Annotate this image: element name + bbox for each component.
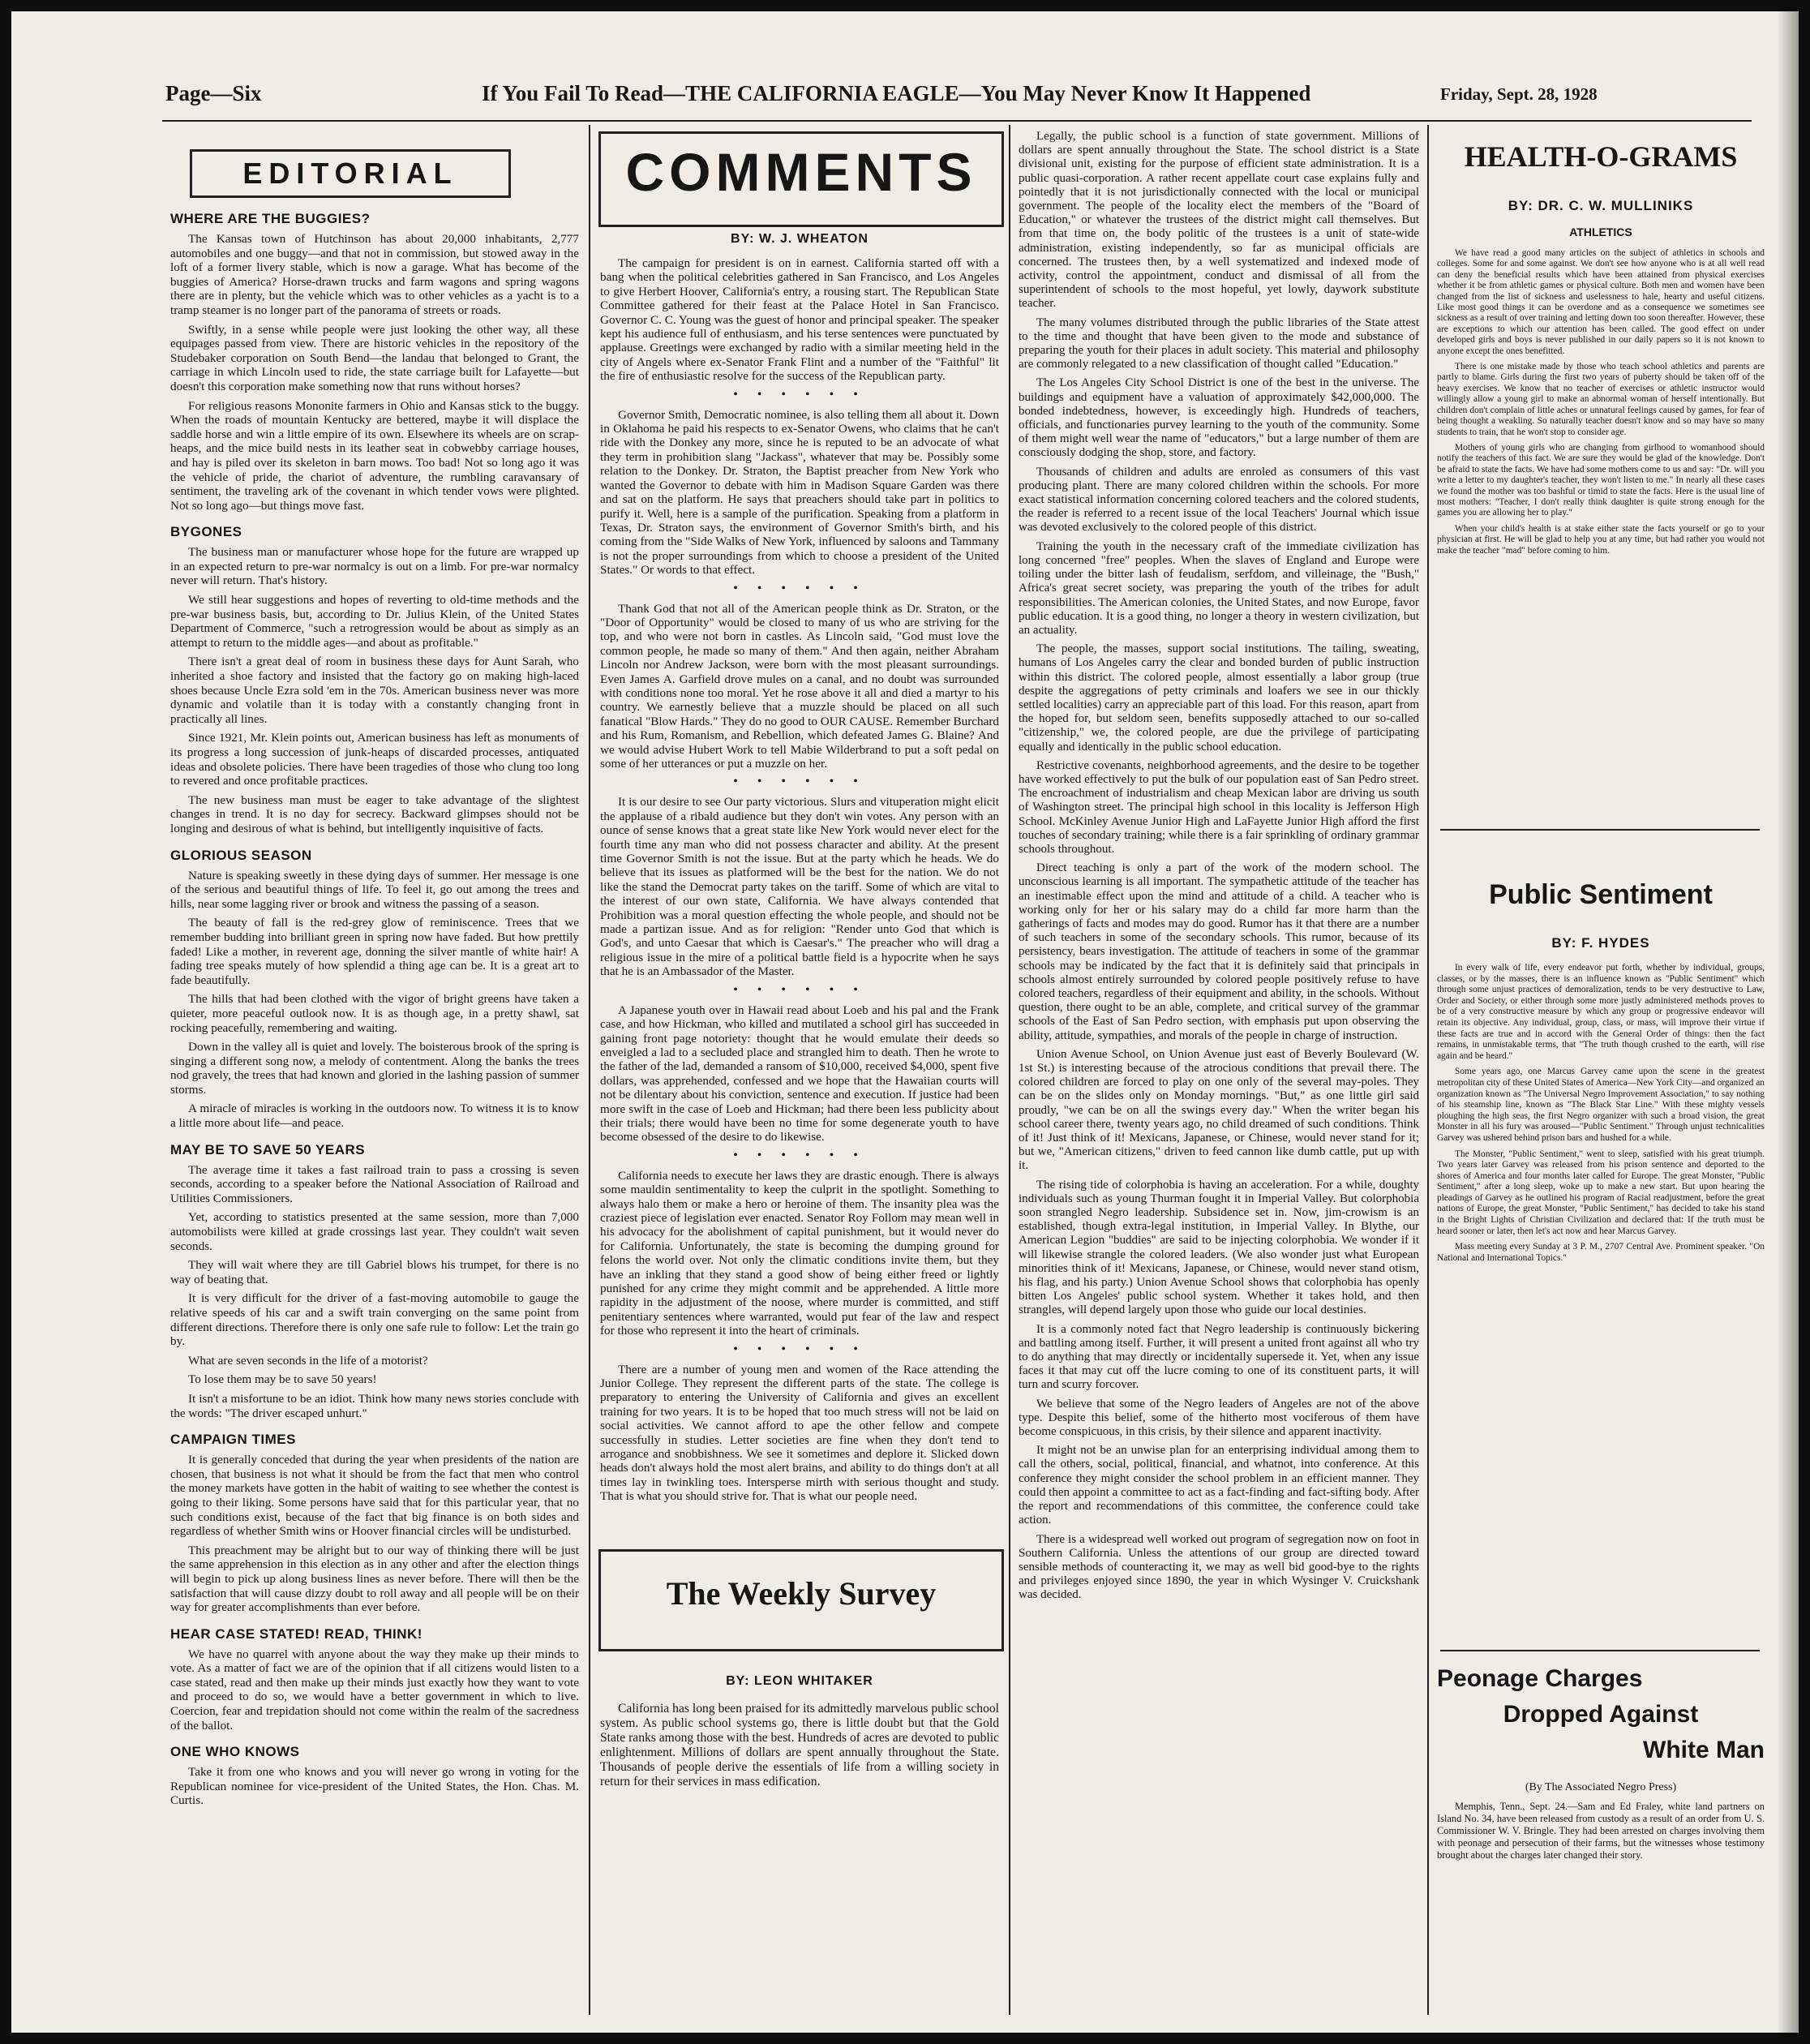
- editorial-paragraph: The business man or manufacturer whose hope for the future are wrapped up in an expected return to pre-war normalcy is out on a limb. For pre-war normalcy never will return. That's history.: [170, 545, 579, 588]
- section-separator: • • • • • •: [733, 581, 866, 595]
- section-separator: • • • • • •: [733, 1148, 866, 1162]
- public-sentiment-column: [1437, 847, 1765, 1642]
- comments-paragraph: Thank God that not all of the American people think as Dr. Straton, or the "Door of Opportunity" would be closed to many of us who are striving for the top, and who were not born in castles. As Lincoln said, "God must love the common people, he made so many of them." And then again, neither Abraham Lincoln nor Andrew Jackson, were born with the most pleasant surroundings. Even James A. Garfield drove mules on a canal, and no doubt was surrounded with conditions none too moral. Yet he rose above it all and died a martyr to his country. We earnestly believe that a muzzle should be placed on all such fanatical "Blow Hards." They do no good to OUR CAUSE. Remember Burchard and his Rum, Romanism, and Rebellion, which defeated James G. Blaine? And we would advise Hubert Work to tell Mabie Wilderbrand to put a soft pedal on some of her utterances or put a muzzle on her.: [600, 601, 999, 771]
- comments-title-box: [598, 131, 1004, 227]
- editorial-section-title: MAY BE TO SAVE 50 YEARS: [170, 1141, 366, 1157]
- weekly-survey-title: The Weekly Survey: [666, 1575, 937, 1612]
- school-paragraph: The Los Angeles City School District is one of the best in the universe. The buildings and equipment have a valuation of approximately $42,000,000. The bonded indebtedness, however, is exceedingly high. Hundreds of teachers, officials, and functionaries purvey learning to the youth of the community. Some of them might well wear the name of "educators," but a large number of them are consciously dodging the shop, store, and factory.: [1019, 376, 1419, 460]
- editorial-section-title: GLORIOUS SEASON: [170, 847, 312, 863]
- editorial-paragraph: We have no quarrel with anyone about the way they make up their minds to vote. As a matter of fact we are of the opinion that if all citizens would listen to a case stated, read and then make up their minds just exactly how they want to vote and proceed to do so, we would have a better government in which to live. Coercion, fear and trepidation should not come within the realm of the sacredness of the ballot.: [170, 1647, 579, 1733]
- school-paragraph: We believe that some of the Negro leaders of Angeles are not of the above type. Despite this belief, some of the hitherto most vociferous of them have become conspicuous, in this crisis, by their silence and apparent inactivity.: [1019, 1397, 1419, 1439]
- school-paragraph: It is a commonly noted fact that Negro leadership is continuously bickering and battling among itself. Further, it will present a united front against all who try to do anything that may directly or incidentally supersede it. Yet, when any issue faces it that may cut off the lucre coming to one of its constituent parts, it will turn and scurry forcover.: [1019, 1322, 1419, 1392]
- editorial-paragraph: To lose them may be to save 50 years!: [188, 1372, 377, 1387]
- page-edge-shadow: [1778, 11, 1799, 2033]
- issue-date: Friday, Sept. 28, 1928: [1440, 84, 1598, 104]
- peonage-headline: [1437, 1661, 1765, 1768]
- section-separator: • • • • • •: [733, 387, 866, 402]
- editorial-paragraph: Yet, according to statistics presented at the same session, more than 7,000 automobilists were killed at grade crossings last year. They couldn't wait seven seconds.: [170, 1210, 579, 1253]
- newspaper-page: [11, 11, 1799, 2033]
- editorial-paragraph: Down in the valley all is quiet and lovely. The boisterous brook of the spring is singing a different song now, a melody of contentment. Along the banks the trees nod gravely, the trees that had known and gloried in the lashing passion of summer storms.: [170, 1040, 579, 1097]
- school-paragraph: Union Avenue School, on Union Avenue just east of Beverly Boulevard (W. 1st St.) is interesting because of the atrocious conditions that prevail there. The colored children are forced to play on one only of the several may-poles. They can be on the slides only on Monday mornings. "But," as one little girl said proudly, "we can be on all the swings every day." When the writer began his school career there, twenty years ago, no child dreamed of such conditions. Think of it! Just think of it! Mexicans, Japanese, or Chinese, would never stand for it; but we, "American citizens," driven to feed cannon like dumb cattle, put up with it.: [1019, 1047, 1419, 1173]
- peonage-credit: (By The Associated Negro Press): [1525, 1781, 1677, 1793]
- public-sentiment-paragraph: The Monster, "Public Sentiment," went to sleep, satisfied with his great triumph. Two years later Garvey was released from his prison sentence and deported to the shores of America and four months later called for Europe. The great Monster, "Public Sentiment," after a long sleep, woke up to make a new start. But upon hearing the pleadings of Garvey as he outlined his program of Racial readjustment, before the great nations of Europe, the great Monster, "Public Sentiment," has decided to take his stand in the Bright Lights of Christian Civilization and declared that: If the truth must be heard sooner or later, then let's act now and hear Marcus Garvey.: [1437, 1149, 1765, 1236]
- weekly-survey-box: [598, 1549, 1004, 1651]
- editorial-paragraph: For religious reasons Mononite farmers in Ohio and Kansas stick to the buggy. When the roads of mountain Kentucky are bettered, maybe it will displace the saddle horse and win a little empire of its own. Elsewhere its wheels are on scrap-heaps, and the mice build nests in its leather seat in cobwebby carriage houses, and hay is piled over its skeleton in barn mows. Too bad! Not so long ago it was the vehicle of pride, the chariot of adventure, the rumbling caravansary of sentiment, the traveling ark of the covenant in which tender vows were plighted. Not so long ago—but things move fast.: [170, 398, 579, 513]
- section-separator: • • • • • •: [733, 1342, 866, 1356]
- column-divider-1: [589, 125, 590, 2015]
- public-sentiment-title: Public Sentiment: [1489, 879, 1713, 910]
- public-sentiment-paragraph: Mass meeting every Sunday at 3 P. M., 2707 Central Ave. Prominent speaker. "On National and International Topics.": [1437, 1242, 1765, 1263]
- public-sentiment-paragraph: Some years ago, one Marcus Garvey came upon the scene in the greatest metropolitan city of these United States of America—New York City—and organized an organization known as "The Universal Negro Improvement Association," to say nothing of his steamship line, known as "The Black Star Line." With these mighty vessels ploughing the high seas, the first Negro organizer with such a broad vision, the great Monster in all his fury was aroused—"Public Sentiment." Through unjust technicalities Garvey was ushered behind prison bars and hushed for a while.: [1437, 1067, 1765, 1143]
- health-paragraph: We have read a good many articles on the subject of athletics in schools and colleges. Some for and some against. We don't see how anyone who is at all well read can deny the beneficial results which have been attained from physical exercises whether it be from athletic games or physical culture. Both men and women have been changed from the list of sickness and uselessness to hale, hearty and useful citizens. Like most good things it can be overdone and as a consequence we sometimes see sickness as a result of over training and letting down too soon thereafter. However, these are exceptions to which our attention has been called. The good effect on under developed girls and boys is never published in our daily papers so it is not known to anyone except the ones benefitted.: [1437, 248, 1765, 356]
- school-body: [1019, 130, 1419, 1603]
- school-paragraph: Legally, the public school is a function of state government. Millions of dollars are spent annually throughout the State. The school district is a State divisional unit, existing for the purpose of efficient state administration. It is a public quasi-corporation. A rather recent appellate court case explains fully and pointedly that it is not jurisdictionally connected with the local or municipal government. The people of the locality elect the members of the "Board of Education," or whatever the trustees of the district might call themselves. But from that time on, the body politic of the trustees is a unit of state-wide administration, existing independently, so far as municipal officials are concerned. The trustees then, by a well systematized and indexed mode of activity, control the appointment, conduct and dismissal of all from the superintendent of schools to the most hopeful, yet lowly, daywork substitute teacher.: [1019, 130, 1419, 311]
- editorial-section-title: ONE WHO KNOWS: [170, 1744, 300, 1760]
- school-paragraph: Restrictive covenants, neighborhood agreements, and the desire to be together have worked effectively to put the bulk of our population east of San Pedro street. The encroachment of industrialism and cheap Mexican labor are driving us south of Washington street. The principal high school in this locality is Jefferson High School. McKinley Avenue Junior High and LaFayette Junior High afford the first touches of secondary training; while there is a fair sprinkling of ordinary grammar schools throughout.: [1019, 758, 1419, 856]
- school-paragraph: The people, the masses, support social institutions. The tailing, sweating, humans of Los Angeles carry the clear and bonded burden of public instruction within this district. The colored people, almost essentially a labor group (true despite the aggregations of petty criminals and loafers we see in our thickly settled localities) carry an appreciable part of this load. For this reason, apart from the hoped for, but seldom seen, benefits supposedly attached to our so-called "citizenship," we, the colored people, are due the privilege of participating equally and identically in the public school education.: [1019, 642, 1419, 754]
- editorial-section-title: WHERE ARE THE BUGGIES?: [170, 211, 371, 226]
- column-divider-3: [1427, 125, 1429, 2015]
- public-sentiment-paragraph: In every walk of life, every endeavor put forth, whether by individual, groups, classes, or by the masses, there is an influence known as "Public Sentiment" which through some unjust practices of demoralization, tends to be very destructive to Law, Order and Society, or either through some more justly administered methods proves to be of a very constructive measure by which any group or progressive endeavor will retain its objective. Any individual, group, class, or mass, will improve their virtue if these facts are true and in accord with the General Order of things: then the fact remains, in unmistakable terms, that "The truth though crushed to the earth, will rise again and be heard.": [1437, 963, 1765, 1061]
- health-paragraph: There is one mistake made by those who teach school athletics and parents are partly to blame. Girls during the first two years of puberty should be taken off of the heavy exercises. We know that no teacher of exercises or athletic instructor would willingly allow a young girl to make an abnormal woman of herself intentionally. But children don't complain of little aches or unnatural feelings caused by games, for fear of being thought a weakling. So naturally teacher doesn't know and so may have so many students to train, that he won't stop to consider age.: [1437, 362, 1765, 437]
- editorial-paragraph: Swiftly, in a sense while people were just looking the other way, all these equipages passed from view. There are historic vehicles in the repository of the Studebaker corporation on South Bend—the landau that belonged to Grant, the carriage in which Lincoln used to ride, the state carriage built for Lafayette—but doesn't this corporation make something now that runs without horses?: [170, 322, 579, 393]
- editorial-paragraph: Since 1921, Mr. Klein points out, American business has left as monuments of its progress a long succession of junk-heaps of discarded processes, antiquated ideas and obsolete policies. There have been tragedies of those who clung too long to revered and once profitable practices.: [170, 731, 579, 788]
- editorial-paragraph: There isn't a great deal of room in business these days for Aunt Sarah, who inherited a shoe factory and insisted that the factory go on making high-laced shoes because Uncle Ezra sold 'em in the 70s. American business never was more dynamic and volatile than it is today with a constantly changing front in practically all lines.: [170, 655, 579, 726]
- editorial-section-title: HEAR CASE STATED! READ, THINK!: [170, 1625, 422, 1642]
- health-paragraph: Mothers of young girls who are changing from girlhood to womanhood should notify the teachers of this fact. We are sure they would be glad of the knowledge. Don't be afraid to state the facts. We have had some mothers come to us and say: "Dr. will you write a letter to my daughter's teacher, they won't listen to me." In nearly all these cases we found the mother was too bashful or timid to state the facts. Here is the usual line of most mothers: "Teacher, I don't really think daughter is quite strong enough for the games you are allowing her to play.": [1437, 442, 1765, 518]
- comments-title: COMMENTS: [625, 142, 977, 202]
- school-paragraph: Training the youth in the necessary craft of the immediate civilization has long concerned "free" peoples. When the slaves of England and Europe were toiling under the bitter lash of feudalism, serfdom, and villeinage, the "Bush," Africa's great secret society, was preparing the youth of the tribes for adult responsibilities. The American colonies, the United States, and now Europe, favor public education. It is a good thing, no longer a theory in western civilization, but an actuality.: [1019, 539, 1419, 637]
- public-sentiment-body: [1437, 963, 1765, 1264]
- editorial-paragraph: Nature is speaking sweetly in these dying days of summer. Her message is one of the serious and beautiful things of life. To feel it, go out among the trees and hills, near some lagging river or brook and witness the passing of a season.: [170, 868, 579, 911]
- editorial-paragraph: What are seven seconds in the life of a motorist?: [188, 1353, 428, 1368]
- school-paragraph: The many volumes distributed through the public libraries of the State attest to the time and thought that have been given to the mode and substance of preparing the youth for their places in adult society. This material and philosophy are commonly relegated to a new classification of thought called "Education.": [1019, 316, 1419, 371]
- editorial-paragraph: It isn't a misfortune to be an idiot. Think how many news stories conclude with the words: "The driver escaped unhurt.": [170, 1391, 579, 1420]
- health-paragraph: When your child's health is at stake either state the facts yourself or go to your physician at first. He will be glad to help you at any time, but had rather you would not make the teacher "mad" before coming to him.: [1437, 523, 1765, 556]
- health-bottom-rule: [1440, 829, 1760, 831]
- editorial-paragraph: It is generally conceded that during the year when presidents of the nation are chosen, that business is not what it should be from the fact that men who control the money markets have gotten in the habit of waiting to see whether the contest is going to their liking. Some persons have said that for this particular year, that no such conditions exist, because of the fact that big finance is on both sides and regardless of whether Smith wins or Hoover financial circles will be undisturbed.: [170, 1453, 579, 1539]
- editorial-paragraph: We still hear suggestions and hopes of reverting to old-time methods and the pre-war business basis, but, according to Dr. Julius Klein, of the United States Department of Commerce, "such a retrogression would be about as simply as an attempt to return to the middle ages—and about as profitable.": [170, 593, 579, 650]
- peonage-headline-line-2: Dropped Against: [1503, 1701, 1699, 1728]
- school-paragraph: There is a widespread well worked out program of segregation now on foot in Southern California. Unless the attentions of our group are directed toward sensible methods of counteracting it, we may as well bid good-bye to the rights and privileges enjoyed since 1890, the year in which Wysinger V. Cruickshank was decided.: [1019, 1532, 1419, 1602]
- school-paragraph: Direct teaching is only a part of the work of the modern school. The unconscious learning is all important. The sympathetic attitude of the teacher has an inestimable effect upon the mind and attitude of a child. A teacher who is working only for her or his salary may do a child far more harm than the gatherings of facts and modes may do good. Rumor has it that there are a number of such teachers in some of the secondary schools. This rumor, because of its persistency, bears investigation. The attitude of teachers in some of the grammar schools may be indicated by the fact that it is definitely said that principals in schools almost entirely surrounded by colored people positively refuse to have colored teachers, regardless of their equipment and ability, in the schools. Without question, there ought to be an able, complete, and critical survey of the grammar schools of the East of San Pedro section, with emphasis put upon observing the ability, attitude, sympathies, and morals of the people in charge of instruction.: [1019, 861, 1419, 1042]
- page-number: Page—Six: [165, 81, 262, 105]
- editorial-section-title: BYGONES: [170, 524, 242, 540]
- editorial-column: [170, 149, 579, 2033]
- health-body: [1437, 248, 1765, 556]
- comments-paragraph: There are a number of young men and women of the Race attending the Junior College. They represent the different parts of the state. The college is preparatory to entering the University of California and gives an excellent training for two years. It is to be hoped that too much stress will not be laid on social activities. We cannot afford to ape the other fellow and compete successfully in studies. Letter societies are fine when they don't tend to arrogance and snobbishness. We see it sometimes and deplore it. Slicked down heads don't always hold the most alert brains, and ability to do things don't at all times lay in twinkling toes. Intersperse mirth with serious thought and study. That is what you should strive for. That is what our people need.: [600, 1362, 999, 1504]
- editorial-paragraph: The hills that had been clothed with the vigor of bright greens have taken a quieter, more peaceful outlook now. It is as though age, in a pretty shawl, sat rocking peacefully, remembering and waiting.: [170, 992, 579, 1035]
- comments-paragraph: The campaign for president is on in earnest. California started off with a bang when the political celebrities gathered in San Francisco, and Los Angeles to give Herbert Hoover, California's entry, a rousing start. The Republican State Committee gathered for their feast at the Palace Hotel in San Francisco. Governor C. C. Young was the guest of honor and principal speaker. The speaker kept his audience full of enthusiasm, and his terse sentences were punctuated by applause. Greetings were exchanged by radio with a similar meeting held in the city of Angels where ex-Senator Frank Flint and a number of the "Faithful" lit the fire of enthusiastic resolve for the success of the Republican party.: [600, 256, 999, 384]
- editorial-paragraph: A miracle of miracles is working in the outdoors now. To witness it is to know a little more about life—and peace.: [170, 1101, 579, 1131]
- editorial-paragraph: This preachment may be alright but to our way of thinking there will be just the same apprehension in this election as in any other and after the election things will begin to pick up along business lines as never before. There will then be the satisfaction that will cause dizzy doubt to roll away and all people will be on their way for greater accomplishments than ever before.: [170, 1543, 579, 1615]
- editorial-paragraph: The Kansas town of Hutchinson has about 20,000 inhabitants, 2,777 automobiles and one buggy—and that not in commission, but stowed away in the loft of a former livery stable, which is now a garage. What has become of the buggies of America? Horse-drawn trucks and farm wagons and spring wagons there are in plenty, but the vehicle which was to other vehicles as a yacht is to a tramp steamer is no longer part of the panorama of streets or roads.: [170, 232, 579, 317]
- header-rule: [162, 120, 1752, 122]
- health-subhead: ATHLETICS: [1569, 225, 1632, 238]
- editorial-paragraph: It is very difficult for the driver of a fast-moving automobile to gauge the relative speeds of his car and a swift train converging on the same point from different directions. Therefore there is only one safe rule to follow: Let the train go by.: [170, 1291, 579, 1349]
- peonage-headline-line-1: Peonage Charges: [1437, 1665, 1643, 1692]
- school-paragraph: Thousands of children and adults are enroled as consumers of this vast producing plant. There are many colored children within the schools. For more exact statistical information concerning colored teachers and the colored students, the reader is referred to a recent issue of the local Teachers' Journal which issue was devoted exclusively to the colored people of this district.: [1019, 465, 1419, 535]
- editorial-heading: EDITORIAL: [190, 149, 511, 198]
- editorial-paragraph: The average time it takes a fast railroad train to pass a crossing is seven seconds, according to a speaker before the National Association of Railroad and Utilities Commissioners.: [170, 1162, 579, 1205]
- health-column: [1437, 133, 1765, 814]
- public-sentiment-bottom-rule: [1440, 1650, 1760, 1651]
- health-title: HEALTH-O-GRAMS: [1464, 140, 1738, 173]
- editorial-paragraph: The beauty of fall is the red-grey glow of reminiscence. Trees that we remember budding into brilliant green in spring now have faded. But how prettily faded! Like a mother, in reverent age, donning the silver mantle of white hair! A fading tree speaks mutely of how splendid a thing age can be. It is a great art to fade beautifully.: [170, 916, 579, 987]
- weekly-survey-column: [600, 1663, 999, 2033]
- school-column: [1019, 130, 1419, 2033]
- page-slogan: If You Fail To Read—THE CALIFORNIA EAGLE—You May Never Know It Happened: [482, 81, 1311, 105]
- health-byline: BY: DR. C. W. MULLINIKS: [1508, 198, 1694, 213]
- editorial-paragraph: Take it from one who knows and you will never go wrong in voting for the Republican nominee for vice-president of the United States, the Hon. Chas. M. Curtis.: [170, 1765, 579, 1808]
- weekly-survey-byline: BY: LEON WHITAKER: [726, 1674, 873, 1688]
- comments-paragraph: Governor Smith, Democratic nominee, is also telling them all about it. Down in Oklahoma he paid his respects to ex-Senator Owens, who claims that he can't ride with the Donkey any more, since he is reputed to be an advocate of what they term in prohibition slang "Jackass", whatever that may be. Possibly some relation to the Donkey. Dr. Straton, the Baptist preacher from New York who wanted the Governor to debate with him in Madison Square Garden was there and sat on the platform. He says that preachers should take part in politics to purify it. Well, here is a sample of the purification. Speaking from a platform in Texas, Dr. Straton says, the environment of Governor Smith's birth, and his coming from the "Side Walks of New York, influenced by saloons and Tammany is not the proper surroundings from which to choose a president of the United States." Or words to that effect.: [600, 407, 999, 578]
- comments-paragraph: It is our desire to see Our party victorious. Slurs and vituperation might elicit the applause of a ribald audience but they don't win votes. Any person with an ounce of sense knows that a great state like New York would never elect for the fourth time any man who did not possess character and ability. At the present time Governor Smith is not the issue. But at the party which he heads. We do believe that its issues as platformed will be the best for the nation. We do not like the stand the Democrat party takes on the tariff. Some of which are vital to the interest of our own state, California. We have always contended that Prohibition was a moral question effecting the whole people, and should not be made a partizan issue. And as for religion: "Render unto God that which is God's, and unto Caesar that which is Caesar's." The preacher who will drag a religious issue in the mire of a political battle field is a hypocrite when he says that he is an Ambassador of the Master.: [600, 795, 999, 979]
- section-separator: • • • • • •: [733, 775, 866, 789]
- peonage-headline-line-3: White Man: [1643, 1737, 1765, 1763]
- comments-body: [600, 256, 999, 1504]
- peonage-column: [1437, 1653, 1765, 2033]
- comments-paragraph: California needs to execute her laws they are drastic enough. There is always some mauldin sentimentality to keep the culprit in the spotlight. Something to always halo them or make a hero or heroine of them. The insanity plea was the craziest piece of legislation ever enacted. Senator Roy Follom may mean well in his advocacy for the abolishment of capital punishment, but it would never do for California. Unfortunately, the state is becoming the dumping ground for felons the world over. Not only the climatic conditions invite them, but they have an inkling that they stand a good show of being either freed or lightly punished for any crime they might commit and be apprehended. A little more rapidity in the adjustment of the noose, where murder is committed, and stiff penitentiary sentences where warranted, would put fear of the law and respect for those who represent it into the heart of criminals.: [600, 1168, 999, 1338]
- editorial-sections: [170, 211, 579, 1808]
- comments-paragraph: A Japanese youth over in Hawaii read about Loeb and his pal and the Frank case, and how Hickman, who killed and mutilated a school girl has succeeded in gaining front page notoriety: thought that he would emulate their deeds so enveigled a lad to a secluded place and strangled him to death. Then he wrote to the father of the lad, demanded a ransom of $10,000, received $4,000, spent five dollars, was apprehended, confessed and we hope that the Hawaiian courts will not be dilentary about his conviction, sentence and execution. If justice had been more swift in the case of Loeb and Hickman; had there been less publicity about their trials; there would have been no time for some degenerate youth to have become obsessed of the desire to do likewise.: [600, 1003, 999, 1144]
- weekly-survey-body: [600, 1702, 999, 1789]
- editorial-paragraph: They will wait where they are till Gabriel blows his trumpet, for there is no way of beating that.: [170, 1258, 579, 1286]
- weekly-survey-paragraph: California has long been praised for its admittedly marvelous public school system. As public school systems go, there is little doubt but that the Gold State ranks among those with the best. Hundreds of acres are devoted to public enlightenment. Millions of dollars are spent annually throughout the State. Thousands of people derive the essentials of life from a willing society in return for their services in mass edification.: [600, 1702, 999, 1788]
- school-paragraph: It might not be an unwise plan for an enterprising individual among them to call the others, social, political, financial, and whatnot, into conference. At this conference they might consider the school problem in an efficient manner. They could then appoint a committee to act as a fact-finding and fact-sifting body. After the report and recommendations of this committee, the conference could take action.: [1019, 1444, 1419, 1527]
- comments-byline: BY: W. J. WHEATON: [731, 232, 869, 246]
- column-divider-2: [1009, 125, 1010, 2015]
- comments-column: [600, 229, 999, 1527]
- section-separator: • • • • • •: [733, 982, 866, 997]
- public-sentiment-byline: BY: F. HYDES: [1551, 935, 1650, 951]
- peonage-paragraph: Memphis, Tenn., Sept. 24.—Sam and Ed Fraley, white land partners on Island No. 34, have been released from custody as a result of an order from U. S. Commissioner W. V. Bringle. They had been arrested on charges involving them with peonage and persecution of their farms, but the witnesses whose testimony brought about the charges later changed their story.: [1437, 1801, 1765, 1861]
- peonage-body: [1437, 1801, 1765, 1862]
- school-paragraph: The rising tide of colorphobia is having an acceleration. For a while, doughty individuals such as young Thurman fought it in Imperial Valley. But colorphobia soon strangled Negro leadership. Subsidence set in. Now, jim-crowism is an established, though extra-legal institution, in Imperial Valley. In Blythe, our American Legion "buddies" are said to be injecting colorphobia. We wonder if it will likewise strangle the colored leaders. (We also wonder just what European minorities think of it! Mexicans, Japanese, or Chinese, would never stand otism, his flag, and his party.) Union Avenue School shows that colorphobia has openly bitten Los Angeles' public school system. Whether it takes hold, and then strangles, will depend largely upon those who guide our local destinies.: [1019, 1178, 1419, 1317]
- editorial-paragraph: The new business man must be eager to take advantage of the slightest changes in trend. It is no day for secrecy. Backward glimpses should not be longing and desirous of what is behind, but intelligently inquisitive of facts.: [170, 792, 579, 835]
- editorial-section-title: CAMPAIGN TIMES: [170, 1432, 296, 1448]
